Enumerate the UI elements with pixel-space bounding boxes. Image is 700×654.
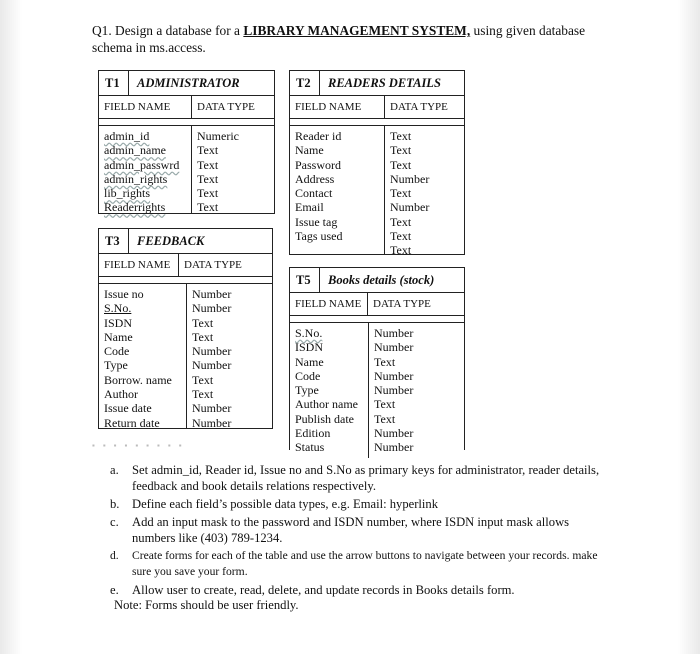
cropped-text-fragment: ▪ ▪ ▪ ▪ ▪ ▪ ▪ ▪ ▪ xyxy=(92,441,185,449)
field-name: Type xyxy=(104,358,128,373)
task-label: c. xyxy=(110,515,119,529)
task-label: d. xyxy=(110,549,119,562)
data-type: Text xyxy=(192,315,214,330)
data-type: Number xyxy=(192,287,232,301)
task-item xyxy=(110,582,610,598)
data-type: Text xyxy=(197,143,219,158)
type-column xyxy=(369,323,463,458)
column-header-row xyxy=(290,293,464,316)
table-body xyxy=(290,126,464,258)
type-column xyxy=(192,126,272,215)
question-intro: Q1. Design a database for a xyxy=(92,23,240,38)
field-name: Issue tag xyxy=(295,214,338,229)
data-type: Text xyxy=(390,229,412,244)
field-column xyxy=(99,126,192,214)
table-body xyxy=(290,323,464,458)
field-name: Tags used xyxy=(295,229,343,244)
data-type: Number xyxy=(374,326,414,340)
field-name: Password xyxy=(295,157,342,172)
field-name: Borrow. name xyxy=(104,372,172,387)
table-feedback xyxy=(98,228,273,429)
page-shadow-right xyxy=(678,0,700,654)
type-column xyxy=(187,284,271,430)
task-label: b. xyxy=(110,497,120,511)
table-body xyxy=(99,284,272,430)
question-text xyxy=(92,22,622,56)
data-type: Number xyxy=(192,401,232,416)
field-name: Name xyxy=(295,354,324,369)
field-name: Code xyxy=(104,344,130,359)
data-type: Text xyxy=(192,387,214,402)
data-type-header: DATA TYPE xyxy=(373,298,431,310)
data-type: Text xyxy=(197,200,219,215)
column-header-row xyxy=(99,96,274,119)
data-type: Number xyxy=(192,344,232,359)
field-name: Issue date xyxy=(104,401,152,416)
table-title-row xyxy=(290,268,464,293)
data-type: Text xyxy=(197,157,219,172)
field-name: Author name xyxy=(295,397,358,412)
table-body xyxy=(99,126,274,215)
task-text: Define each field’s possible data types, e.g. Email: hyperlink xyxy=(132,497,439,511)
task-item xyxy=(110,548,610,580)
task-text: Set admin_id, Reader id, Issue no and S.No as primary keys for administrator, reader details, feedback and book details relations respectively. xyxy=(132,463,600,493)
page-shadow-left xyxy=(0,0,22,654)
field-name: ISDN xyxy=(104,315,133,330)
field-name: Edition xyxy=(295,426,331,441)
table-title-row xyxy=(290,71,464,96)
header-gap xyxy=(290,119,464,126)
table-name: READERS DETAILS xyxy=(328,75,441,90)
data-type-header: DATA TYPE xyxy=(197,101,255,113)
field-name-header: FIELD NAME xyxy=(290,293,368,315)
task-label: e. xyxy=(110,583,119,597)
field-column xyxy=(290,323,369,458)
field-name: Author xyxy=(104,387,138,402)
data-type: Number xyxy=(390,171,430,186)
task-text: Allow user to create, read, delete, and update records in Books details form. xyxy=(132,583,515,597)
field-name: Issue no xyxy=(104,287,144,301)
field-name: Reader id xyxy=(295,129,342,143)
field-name: Return date xyxy=(104,415,160,430)
table-title-row xyxy=(99,229,272,254)
field-name: Email xyxy=(295,200,324,215)
field-name: Name xyxy=(295,143,324,158)
table-number: T3 xyxy=(99,229,129,253)
field-name: lib_rights xyxy=(104,186,151,201)
column-header-row xyxy=(99,254,272,277)
field-name: Readerrights xyxy=(104,200,166,215)
header-gap xyxy=(290,316,464,323)
field-name: Publish date xyxy=(295,411,354,426)
table-name: Books details (stock) xyxy=(328,272,435,287)
field-name-header: FIELD NAME xyxy=(290,96,385,118)
data-type: Text xyxy=(390,143,412,158)
data-type: Text xyxy=(192,329,214,344)
field-name: admin_rights xyxy=(104,171,168,186)
data-type: Text xyxy=(374,354,396,369)
data-type: Number xyxy=(192,415,232,430)
field-name: Address xyxy=(295,171,335,186)
data-type: Text xyxy=(374,397,396,412)
task-text: Create forms for each of the table and use the arrow buttons to navigate between your records. make sure you save your form. xyxy=(132,549,598,578)
data-type-header: DATA TYPE xyxy=(390,101,448,113)
data-type: Number xyxy=(192,358,232,373)
question-title: LIBRARY MANAGEMENT SYSTEM, xyxy=(243,23,471,38)
data-type: Number xyxy=(374,340,414,355)
table-name: ADMINISTRATOR xyxy=(137,75,240,90)
data-type: Number xyxy=(374,426,414,441)
table-name: FEEDBACK xyxy=(137,233,205,248)
data-type: Text xyxy=(390,243,412,258)
table-readers-details xyxy=(289,70,465,258)
data-type: Number xyxy=(374,440,414,455)
field-name-header: FIELD NAME xyxy=(99,96,192,118)
task-item xyxy=(110,514,610,546)
task-label: a. xyxy=(110,463,119,477)
task-list xyxy=(110,462,610,600)
data-type: Number xyxy=(192,301,232,316)
data-type-header: DATA TYPE xyxy=(184,259,242,271)
field-name: Code xyxy=(295,368,321,383)
data-type: Number xyxy=(390,200,430,215)
table-title-row xyxy=(99,71,274,96)
data-type: Text xyxy=(390,186,412,201)
table-books-details xyxy=(289,267,465,455)
column-header-row xyxy=(290,96,464,119)
data-type: Text xyxy=(390,129,412,143)
field-name: admin_name xyxy=(104,143,166,158)
question-intro-end: using given database schema in ms.access. xyxy=(92,23,586,55)
header-gap xyxy=(99,119,274,126)
field-name: S.No. xyxy=(295,326,323,340)
data-type: Text xyxy=(197,171,219,186)
field-name: Status xyxy=(295,440,325,455)
data-type: Numeric xyxy=(197,129,239,143)
data-type: Text xyxy=(192,372,214,387)
data-type: Text xyxy=(374,411,396,426)
table-number: T5 xyxy=(290,268,320,292)
field-name: admin_id xyxy=(104,129,150,143)
task-item xyxy=(110,462,610,494)
table-number: T2 xyxy=(290,71,320,95)
data-type: Number xyxy=(374,368,414,383)
field-name: Type xyxy=(295,383,319,398)
task-item xyxy=(110,496,610,512)
field-name-header: FIELD NAME xyxy=(99,254,179,276)
table-administrator xyxy=(98,70,275,214)
data-type: Text xyxy=(197,186,219,201)
field-column xyxy=(99,284,187,429)
data-type: Text xyxy=(390,214,412,229)
field-name: S.No. xyxy=(104,301,132,316)
table-number: T1 xyxy=(99,71,129,95)
header-gap xyxy=(99,277,272,284)
field-column xyxy=(290,126,385,255)
note-text: Note: Forms should be user friendly. xyxy=(114,598,299,612)
task-text: Add an input mask to the password and ISDN number, where ISDN input mask allows numbers like (403) 789-1234. xyxy=(132,515,570,545)
field-name: Contact xyxy=(295,186,333,201)
data-type: Number xyxy=(374,383,414,398)
type-column xyxy=(385,126,463,258)
field-name: admin_passwrd xyxy=(104,157,180,172)
field-name: ISDN xyxy=(295,340,324,355)
field-name: Name xyxy=(104,329,133,344)
data-type: Text xyxy=(390,157,412,172)
